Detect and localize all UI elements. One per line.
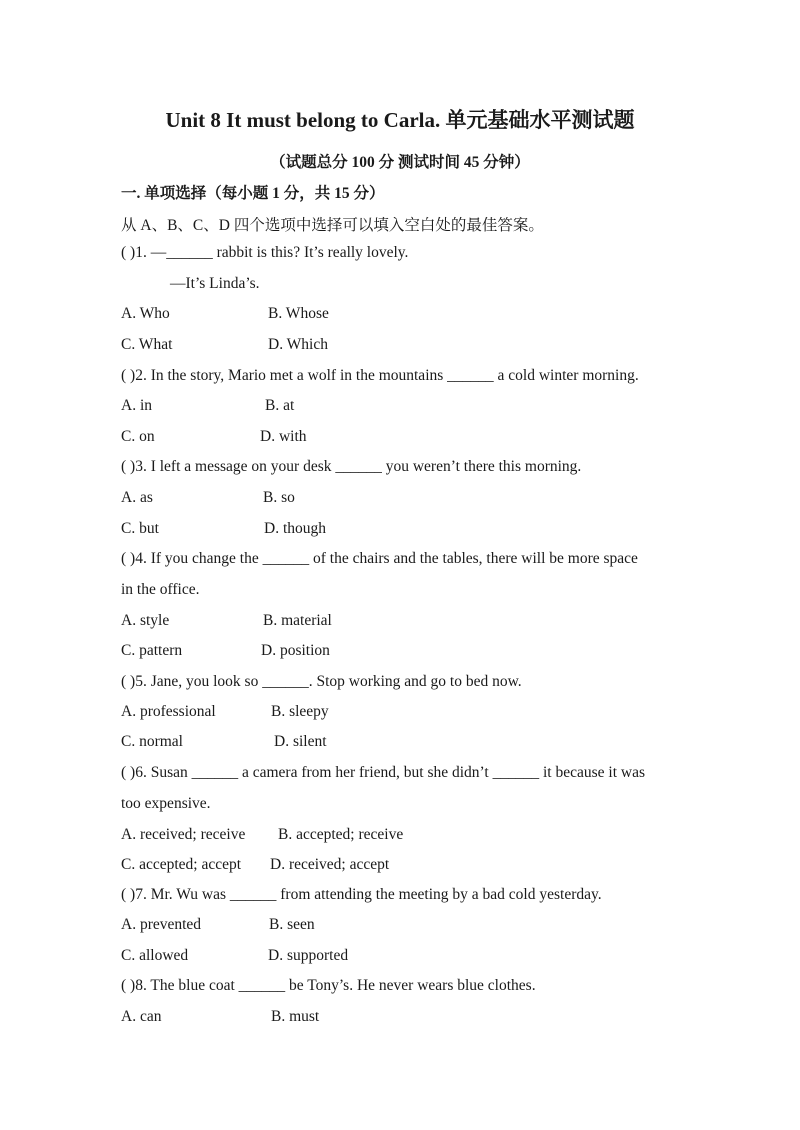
page-title: Unit 8 It must belong to Carla. 单元基础水平测试题 (165, 108, 635, 132)
question-5-option-c: C. normal (121, 733, 183, 750)
question-6-option-b: B. accepted; receive (278, 826, 404, 843)
question-2-option-c: C. on (121, 428, 155, 445)
question-7-option-a: A. prevented (121, 916, 202, 933)
question-3-option-b: B. so (263, 489, 295, 506)
question-7-option-b: B. seen (269, 916, 315, 933)
question-2-stem: ( )2. In the story, Mario met a wolf in the mountains ______ a cold winter morning. (121, 367, 639, 384)
question-4-option-b: B. material (263, 612, 332, 629)
section-heading: 一. 单项选择（每小题 1 分，共 15 分） (121, 185, 385, 202)
question-8-stem: ( )8. The blue coat ______ be Tony’s. He never wears blue clothes. (121, 977, 536, 994)
question-2-option-a: A. in (121, 397, 152, 414)
question-8-option-a: A. can (121, 1008, 162, 1025)
question-7-stem: ( )7. Mr. Wu was ______ from attending the meeting by a bad cold yesterday. (121, 886, 602, 903)
question-2-option-b: B. at (265, 397, 295, 414)
question-1-option-b: B. Whose (268, 305, 329, 322)
question-4-stem: ( )4. If you change the ______ of the chairs and the tables, there will be more space (121, 550, 638, 567)
question-1-stem: ( )1. —______ rabbit is this? It’s really lovely. (121, 244, 409, 261)
question-3-option-c: C. but (121, 520, 159, 537)
question-6-stem-continued: too expensive. (121, 795, 211, 812)
question-6-option-c: C. accepted; accept (121, 856, 242, 873)
question-1-option-a: A. Who (121, 305, 170, 322)
question-7-option-d: D. supported (268, 947, 349, 964)
question-5-option-b: B. sleepy (271, 703, 329, 720)
question-4-option-d: D. position (261, 642, 330, 659)
question-3-option-a: A. as (121, 489, 153, 506)
question-3-stem: ( )3. I left a message on your desk ______ you weren’t there this morning. (121, 458, 582, 475)
question-2-option-d: D. with (260, 428, 307, 445)
question-5-stem: ( )5. Jane, you look so ______. Stop working and go to bed now. (121, 673, 522, 690)
question-1-answer-line: —It’s Linda’s. (170, 275, 260, 292)
question-1-option-c: C. What (121, 336, 173, 353)
question-5-option-a: A. professional (121, 703, 216, 720)
question-4-option-a: A. style (121, 612, 170, 629)
question-1-option-d: D. Which (268, 336, 328, 353)
section-instruction: 从 A、B、C、D 四个选项中选择可以填入空白处的最佳答案。 (121, 217, 544, 234)
question-7-option-c: C. allowed (121, 947, 189, 964)
question-6-option-d: D. received; accept (270, 856, 390, 873)
question-3-option-d: D. though (264, 520, 326, 537)
question-4-option-c: C. pattern (121, 642, 183, 659)
question-6-option-a: A. received; receive (121, 826, 246, 843)
question-4-stem-continued: in the office. (121, 581, 200, 598)
question-8-option-b: B. must (271, 1008, 320, 1025)
question-6-stem: ( )6. Susan ______ a camera from her friend, but she didn’t ______ it because it was (121, 764, 645, 781)
exam-info: （试题总分 100 分 测试时间 45 分钟） (270, 154, 530, 171)
question-5-option-d: D. silent (274, 733, 327, 750)
